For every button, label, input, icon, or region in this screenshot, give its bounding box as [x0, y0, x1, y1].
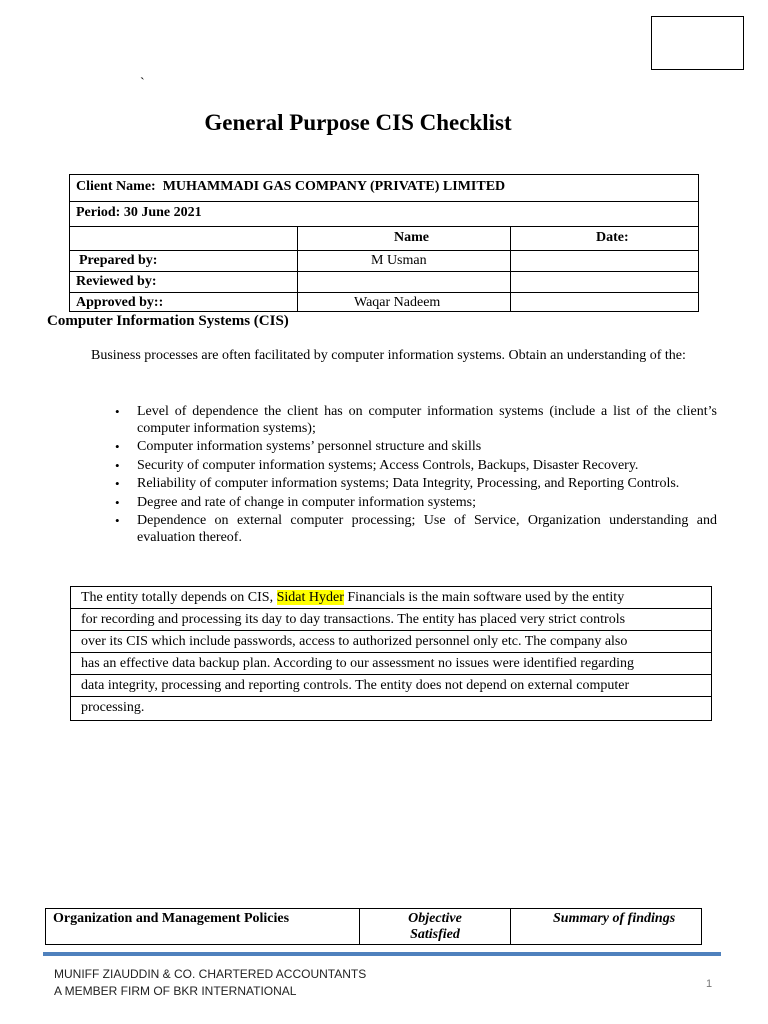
- bullet-item: • Computer information systems’ personnel structure and skills: [113, 439, 717, 456]
- client-name-row: [76, 179, 505, 195]
- finding-line: data integrity, processing and reporting controls. The entity does not depend on external computer: [71, 675, 711, 697]
- client-name-label: Client Name:: [76, 179, 156, 194]
- period: Period: 30 June 2021: [76, 205, 202, 220]
- approved-by-name: Waqar Nadeem: [354, 295, 441, 310]
- name-column-header: Name: [394, 230, 429, 245]
- footer-membership: A MEMBER FIRM OF BKR INTERNATIONAL: [54, 984, 297, 998]
- policies-column-header: Organization and Management Policies: [53, 911, 290, 926]
- finding-box: [70, 586, 712, 721]
- bullet-item: • Level of dependence the client has on computer information systems (include a list of the client’s computer information systems);: [113, 404, 717, 437]
- reviewed-by-label: Reviewed by:: [76, 274, 157, 289]
- bullet-item: • Security of computer information systems; Access Controls, Backups, Disaster Recovery.: [113, 458, 717, 475]
- highlighted-software-name: Sidat Hyder: [276, 590, 344, 605]
- prepared-by-label: Prepared by:: [79, 253, 158, 268]
- checklist-bullets: [113, 404, 717, 548]
- date-column-header: Date:: [596, 230, 629, 245]
- intro-paragraph: Business processes are often facilitated by computer information systems. Obtain an understanding of the:: [91, 348, 686, 363]
- prepared-by-name: M Usman: [371, 253, 427, 268]
- bullet-item: • Degree and rate of change in computer information systems;: [113, 495, 717, 512]
- bullet-item: • Reliability of computer information systems; Data Integrity, Processing, and Reporting Controls.: [113, 476, 717, 493]
- footer-rule: [43, 952, 721, 956]
- objective-satisfied-header: Objective Satisfied: [408, 911, 462, 942]
- bullet-item: • Dependence on external computer processing; Use of Service, Organization understanding and evaluation thereof.: [113, 513, 717, 546]
- header-table: [69, 174, 699, 312]
- policies-table-header: [45, 908, 702, 945]
- page-number: 1: [706, 978, 713, 990]
- finding-line: for recording and processing its day to day transactions. The entity has placed very strict controls: [71, 609, 711, 631]
- footer: [54, 966, 366, 1000]
- approved-by-label: Approved by::: [76, 295, 164, 310]
- document-title: General Purpose CIS Checklist: [204, 110, 512, 135]
- tick-mark: `: [140, 76, 145, 91]
- finding-line: processing.: [81, 700, 145, 715]
- finding-line: The entity totally depends on CIS, Sidat Hyder Financials is the main software used by the entity: [71, 587, 711, 609]
- finding-line: has an effective data backup plan. According to our assessment no issues were identified regarding: [71, 653, 711, 675]
- section-heading: Computer Information Systems (CIS): [47, 313, 289, 329]
- client-name-value: MUHAMMADI GAS COMPANY (PRIVATE) LIMITED: [162, 179, 506, 194]
- finding-line: over its CIS which include passwords, access to authorized personnel only etc. The company also: [71, 631, 711, 653]
- footer-firm-name: MUNIFF ZIAUDDIN & CO. CHARTERED ACCOUNTANTS: [54, 967, 367, 981]
- corner-box: [651, 16, 744, 70]
- summary-of-findings-header: Summary of findings: [553, 911, 676, 926]
